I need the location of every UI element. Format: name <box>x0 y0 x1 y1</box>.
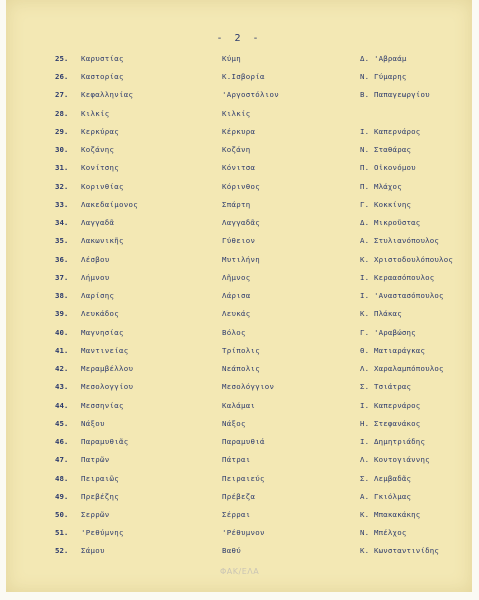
entry-number: 43. <box>55 382 69 391</box>
person-name: Κ. Μπακακάκης <box>360 510 421 519</box>
province-name: Νάξου <box>81 419 105 428</box>
list-item <box>6 526 472 540</box>
entry-number: 28. <box>55 109 69 118</box>
person-name: Κ. Πλάκας <box>360 309 402 318</box>
province-name: Μεραμβέλλου <box>81 364 134 373</box>
town-name: Κ.Ισβορία <box>222 72 265 81</box>
list-item <box>6 544 472 558</box>
entry-number: 31. <box>55 163 69 172</box>
town-name: Κοζάνη <box>222 145 251 154</box>
person-name: Ν. Μπέλχος <box>360 528 407 537</box>
province-name: Πειραιῶς <box>81 474 119 483</box>
province-name: Κοζάνης <box>81 145 115 154</box>
town-name: Νάξος <box>222 419 246 428</box>
list-item <box>6 234 472 248</box>
list-item <box>6 216 472 230</box>
entry-number: 49. <box>55 492 69 501</box>
province-name: Λέσβου <box>81 255 110 264</box>
province-name: Κονίτσης <box>81 163 119 172</box>
list-item <box>6 508 472 522</box>
province-name: Καστορίας <box>81 72 124 81</box>
province-name: Μεσολογγίου <box>81 382 134 391</box>
list-item <box>6 435 472 449</box>
list-item <box>6 125 472 139</box>
entry-number: 34. <box>55 218 69 227</box>
list-item <box>6 253 472 267</box>
entry-number: 46. <box>55 437 69 446</box>
entry-number: 38. <box>55 291 69 300</box>
entry-number: 27. <box>55 90 69 99</box>
province-name: Σάμου <box>81 546 105 555</box>
town-name: Τρίπολις <box>222 346 260 355</box>
list-item <box>6 180 472 194</box>
person-name: Σ. Λεμβαδᾶς <box>360 474 412 483</box>
entry-number: 42. <box>55 364 69 373</box>
person-name: Ι. 'Αναστασόπουλος <box>360 291 444 300</box>
list-item <box>6 472 472 486</box>
province-name: Κορινθίας <box>81 182 124 191</box>
person-name: Κ. Χριστοδουλόπουλος <box>360 255 453 264</box>
entry-number: 29. <box>55 127 69 136</box>
province-name: 'Ρεθύμνης <box>81 528 124 537</box>
town-name: Λῆμνος <box>222 273 251 282</box>
person-name: Γ. 'Αραβώσης <box>360 328 416 337</box>
list-item <box>6 52 472 66</box>
list-item <box>6 399 472 413</box>
entry-number: 51. <box>55 528 69 537</box>
list-item <box>6 70 472 84</box>
town-name: Παραμυθιά <box>222 437 265 446</box>
town-name: Σπάρτη <box>222 200 251 209</box>
person-name: Α. Στυλιανόπουλος <box>360 236 440 245</box>
town-name: 'Ρέθυμνον <box>222 528 265 537</box>
person-name: Σ. Τσιάτρας <box>360 382 412 391</box>
town-name: Κιλκίς <box>222 109 251 118</box>
person-name: Ι. Καπερνάρος <box>360 127 421 136</box>
person-name: Γ. Κοκκίνης <box>360 200 412 209</box>
province-name: Λακεδαίμονος <box>81 200 138 209</box>
entry-number: 32. <box>55 182 69 191</box>
list-item <box>6 289 472 303</box>
province-name: Καρυστίας <box>81 54 124 63</box>
province-name: Μαντινείας <box>81 346 129 355</box>
entry-number: 36. <box>55 255 69 264</box>
entry-number: 30. <box>55 145 69 154</box>
province-name: Λήμνου <box>81 273 110 282</box>
town-name: Γύθειον <box>222 236 256 245</box>
list-item <box>6 380 472 394</box>
town-name: Λάρισα <box>222 291 251 300</box>
entry-number: 40. <box>55 328 69 337</box>
town-name: Κόνιτσα <box>222 163 256 172</box>
person-name: Π. Οἰκονόμου <box>360 163 416 172</box>
entry-number: 25. <box>55 54 69 63</box>
entry-number: 45. <box>55 419 69 428</box>
province-name: Μεσσηνίας <box>81 401 124 410</box>
town-name: 'Αργοστόλιον <box>222 90 279 99</box>
person-name: Ν. Σταθάρας <box>360 145 412 154</box>
person-name: Ι. Δημητριάδης <box>360 437 426 446</box>
document-page <box>6 0 472 592</box>
town-name: Λαγγαδᾶς <box>222 218 260 227</box>
entry-number: 52. <box>55 546 69 555</box>
list-item <box>6 161 472 175</box>
town-name: Πειραιεύς <box>222 474 265 483</box>
province-name: Μαγνησίας <box>81 328 124 337</box>
province-name: Παραμυθιᾶς <box>81 437 129 446</box>
entry-number: 48. <box>55 474 69 483</box>
person-name: Δ. 'Αβραάμ <box>360 54 407 63</box>
person-name: Λ. Χαραλαμπόπουλος <box>360 364 444 373</box>
town-name: Πάτραι <box>222 455 251 464</box>
town-name: Νεάπολις <box>222 364 260 373</box>
entry-number: 50. <box>55 510 69 519</box>
list-item <box>6 107 472 121</box>
town-name: Καλάμαι <box>222 401 256 410</box>
entry-number: 39. <box>55 309 69 318</box>
entry-number: 41. <box>55 346 69 355</box>
person-name: Η. Στεφανάκος <box>360 419 421 428</box>
entry-number: 44. <box>55 401 69 410</box>
list-item <box>6 490 472 504</box>
person-name: Β. Παπαγεωργίου <box>360 90 430 99</box>
town-name: Μεσολόγγιον <box>222 382 275 391</box>
list-item <box>6 143 472 157</box>
person-name: Ι. Κεραασόπουλος <box>360 273 435 282</box>
list-item <box>6 271 472 285</box>
entry-number: 35. <box>55 236 69 245</box>
entry-number: 33. <box>55 200 69 209</box>
list-item <box>6 88 472 102</box>
province-name: Πατρῶν <box>81 455 110 464</box>
person-name: Ι. Καπερνάρος <box>360 401 421 410</box>
town-name: Πρέβεζα <box>222 492 256 501</box>
person-name: Α. Γκιόλμας <box>360 492 412 501</box>
entry-number: 37. <box>55 273 69 282</box>
pencil-annotation: ΦΑΚ/ΕΛΑ <box>220 567 260 576</box>
town-name: Μυτιλήνη <box>222 255 260 264</box>
list-item <box>6 344 472 358</box>
person-name: Λ. Κοντογιάννης <box>360 455 430 464</box>
person-name: Κ. Κωνσταντινίδης <box>360 546 440 555</box>
province-name: Κεφαλληνίας <box>81 90 134 99</box>
province-name: Σερρῶν <box>81 510 110 519</box>
province-name: Λαρίσης <box>81 291 115 300</box>
province-name: Λακωνικῆς <box>81 236 124 245</box>
province-name: Κιλκίς <box>81 109 110 118</box>
town-name: Βαθύ <box>222 546 241 555</box>
town-name: Λευκάς <box>222 309 251 318</box>
town-name: Κύμη <box>222 54 241 63</box>
person-name: Δ. Μικροῦστας <box>360 218 421 227</box>
town-name: Βόλος <box>222 328 246 337</box>
list-item <box>6 326 472 340</box>
person-name: Θ. Ματιαράγκας <box>360 346 426 355</box>
list-item <box>6 417 472 431</box>
person-name: Ν. Γύμαρης <box>360 72 407 81</box>
list-item <box>6 362 472 376</box>
town-name: Σέρραι <box>222 510 251 519</box>
province-name: Λευκάδος <box>81 309 119 318</box>
province-name: Λαγγαδᾶ <box>81 218 115 227</box>
list-item <box>6 307 472 321</box>
list-item <box>6 198 472 212</box>
page-number: - 2 - <box>216 33 262 44</box>
town-name: Κόρινθος <box>222 182 260 191</box>
entry-number: 26. <box>55 72 69 81</box>
province-name: Πρεβέζης <box>81 492 119 501</box>
town-name: Κέρκυρα <box>222 127 256 136</box>
person-name: Π. Μλάχος <box>360 182 402 191</box>
entry-number: 47. <box>55 455 69 464</box>
province-name: Κερκύρας <box>81 127 119 136</box>
list-item <box>6 453 472 467</box>
